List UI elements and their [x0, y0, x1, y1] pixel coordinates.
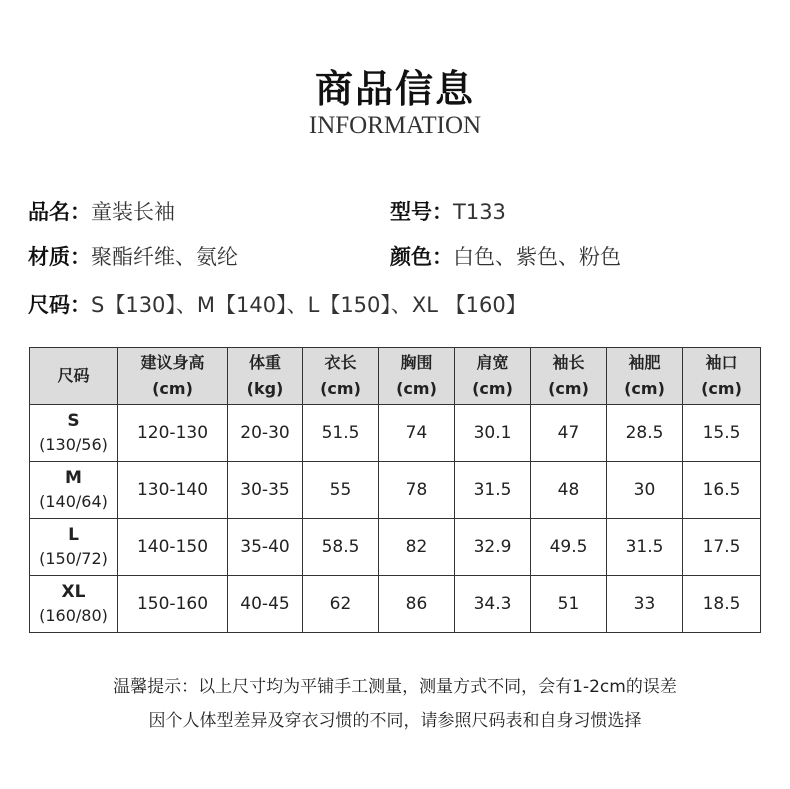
table-cell: 33 [607, 576, 683, 633]
table-cell: 74 [379, 405, 455, 462]
table-cell: 86 [379, 576, 455, 633]
material-label: 材质： [28, 245, 91, 269]
selection-note: 因个人体型差异及穿衣习惯的不同，请参照尺码表和自身习惯选择 [148, 711, 642, 731]
material-value: 聚酯纤维、氨纶 [91, 245, 238, 269]
table-cell: 30.1 [455, 405, 531, 462]
size-cell: L (150/72) [30, 519, 118, 576]
sizes-label: 尺码： [28, 293, 91, 317]
table-row [30, 576, 761, 633]
table-cell: 17.5 [683, 519, 761, 576]
table-row [30, 405, 761, 462]
header-size: 尺码 [30, 348, 118, 405]
header-cuff: 袖口 (cm) [683, 348, 761, 405]
table-cell: 48 [531, 462, 607, 519]
size-cell: S (130/56) [30, 405, 118, 462]
table-cell: 35-40 [228, 519, 303, 576]
size-cell: XL (160/80) [30, 576, 118, 633]
product-name-row [28, 196, 175, 226]
header-length: 衣长 (cm) [303, 348, 379, 405]
header-weight: 体重 (kg) [228, 348, 303, 405]
table-row [30, 519, 761, 576]
table-cell: 31.5 [455, 462, 531, 519]
table-cell: 58.5 [303, 519, 379, 576]
table-cell: 34.3 [455, 576, 531, 633]
size-cell: M (140/64) [30, 462, 118, 519]
model-row [390, 196, 506, 226]
table-cell: 55 [303, 462, 379, 519]
table-cell: 30-35 [228, 462, 303, 519]
header-sleeve-length: 袖长 (cm) [531, 348, 607, 405]
table-cell: 16.5 [683, 462, 761, 519]
header-chest: 胸围 (cm) [379, 348, 455, 405]
table-cell: 130-140 [118, 462, 228, 519]
table-cell: 51.5 [303, 405, 379, 462]
table-cell: 40-45 [228, 576, 303, 633]
header-shoulder: 肩宽 (cm) [455, 348, 531, 405]
table-cell: 31.5 [607, 519, 683, 576]
material-row [28, 241, 238, 271]
table-header-row [30, 348, 761, 405]
table-cell: 150-160 [118, 576, 228, 633]
table-cell: 47 [531, 405, 607, 462]
product-name-label: 品名： [28, 200, 91, 224]
table-cell: 30 [607, 462, 683, 519]
table-cell: 51 [531, 576, 607, 633]
product-name-value: 童装长袖 [91, 200, 175, 224]
table-cell: 49.5 [531, 519, 607, 576]
measurement-note: 温馨提示：以上尺寸均为平铺手工测量，测量方式不同，会有1-2cm的误差 [113, 677, 677, 697]
size-chart-table [29, 347, 761, 633]
table-cell: 28.5 [607, 405, 683, 462]
sizes-value: S【130】、M【140】、L【150】、XL 【160】 [91, 293, 527, 317]
color-value: 白色、紫色、粉色 [453, 245, 621, 269]
table-cell: 15.5 [683, 405, 761, 462]
model-value: T133 [453, 200, 506, 224]
table-cell: 82 [379, 519, 455, 576]
table-cell: 140-150 [118, 519, 228, 576]
table-cell: 32.9 [455, 519, 531, 576]
table-cell: 20-30 [228, 405, 303, 462]
color-label: 颜色： [390, 245, 453, 269]
table-cell: 120-130 [118, 405, 228, 462]
header-height: 建议身高 (cm) [118, 348, 228, 405]
sizes-row [28, 289, 527, 319]
table-cell: 78 [379, 462, 455, 519]
page-subtitle: INFORMATION [308, 112, 482, 139]
header-sleeve-width: 袖肥 (cm) [607, 348, 683, 405]
page-title: 商品信息 [314, 67, 475, 111]
color-row [390, 241, 621, 271]
table-cell: 62 [303, 576, 379, 633]
model-label: 型号： [390, 200, 453, 224]
table-row [30, 462, 761, 519]
table-cell: 18.5 [683, 576, 761, 633]
